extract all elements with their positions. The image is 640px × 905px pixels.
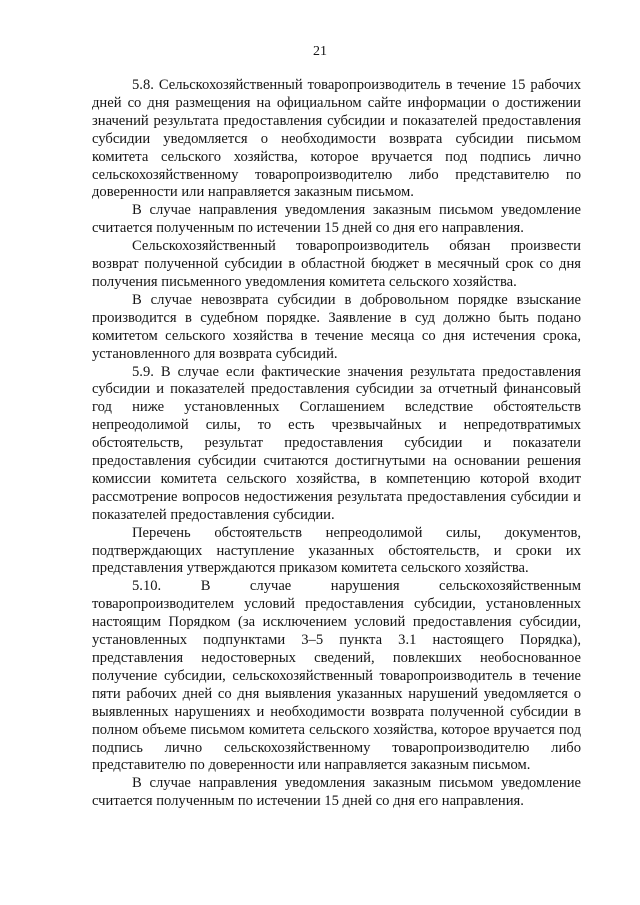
paragraph-notice-registered-mail-2: В случае направления уведомления заказным письмом уведомление считается полученным по истечении 15 дней со дня его направления. [92,775,581,810]
paragraph-5-8: 5.8. Сельскохозяйственный товаропроизводитель в течение 15 рабочих дней со дня размещения на официальном сайте информации о достижении значений результата предоставления субсидии и показателей предоставления субсидии уведомляется о необходимости возврата субсидии письмом комитета сельского хозяйства, которое вручается под подпись лично сельскохозяйственному товаропроизводителю либо представителю по доверенности или направляется заказным письмом. [92,77,581,201]
paragraph-court-recovery: В случае невозврата субсидии в добровольном порядке взыскание производится в судебном порядке. Заявление в суд должно быть подано комитетом сельского хозяйства в течение месяца со дня истечения срока, установленного для возврата субсидий. [92,291,581,362]
paragraph-5-10: 5.10. В случае нарушения сельскохозяйственным товаропроизводителем условий предоставления субсидии, установленных настоящим Порядком (за исключением условий предоставления субсидии, установленных подпунктами 3–5 пункта 3.1 настоящего Порядка), представления недостоверных сведений, повлекших необоснованное получение субсидии, сельскохозяйственный товаропроизводитель в течение пяти рабочих дней со дня выявления указанных нарушений уведомляется о выявленных нарушениях и необходимости возврата полученной субсидии в полном объеме письмом комитета сельского хозяйства, которое вручается под подпись лично сельскохозяйственному товаропроизводителю либо представителю по доверенности или направляется заказным письмом. [92,578,581,774]
paragraph-force-majeure-list: Перечень обстоятельств непреодолимой силы, документов, подтверждающих наступление указанных обстоятельств, и сроки их представления утверждаются приказом комитета сельского хозяйства. [92,524,581,577]
paragraph-5-9: 5.9. В случае если фактические значения результата предоставления субсидии и показателей предоставления субсидии за отчетный финансовый год ниже установленных Соглашением вследствие обстоятельств непреодолимой силы, то есть чрезвычайных и непредотвратимых обстоятельств, результат предоставления субсидии и показатели предоставления субсидии считаются достигнутыми на основании решения комиссии комитета сельского хозяйства, в компетенцию которой входит рассмотрение вопросов недостижения результата предоставления субсидии и показателей предоставления субсидии. [92,363,581,523]
document-body [92,77,581,811]
paragraph-notice-registered-mail: В случае направления уведомления заказным письмом уведомление считается полученным по истечении 15 дней со дня его направления. [92,202,581,237]
paragraph-return-obligation: Сельскохозяйственный товаропроизводитель обязан произвести возврат полученной субсидии в областной бюджет в месячный срок со дня получения письменного уведомления комитета сельского хозяйства. [92,238,581,290]
page-number: 21 [313,44,327,59]
